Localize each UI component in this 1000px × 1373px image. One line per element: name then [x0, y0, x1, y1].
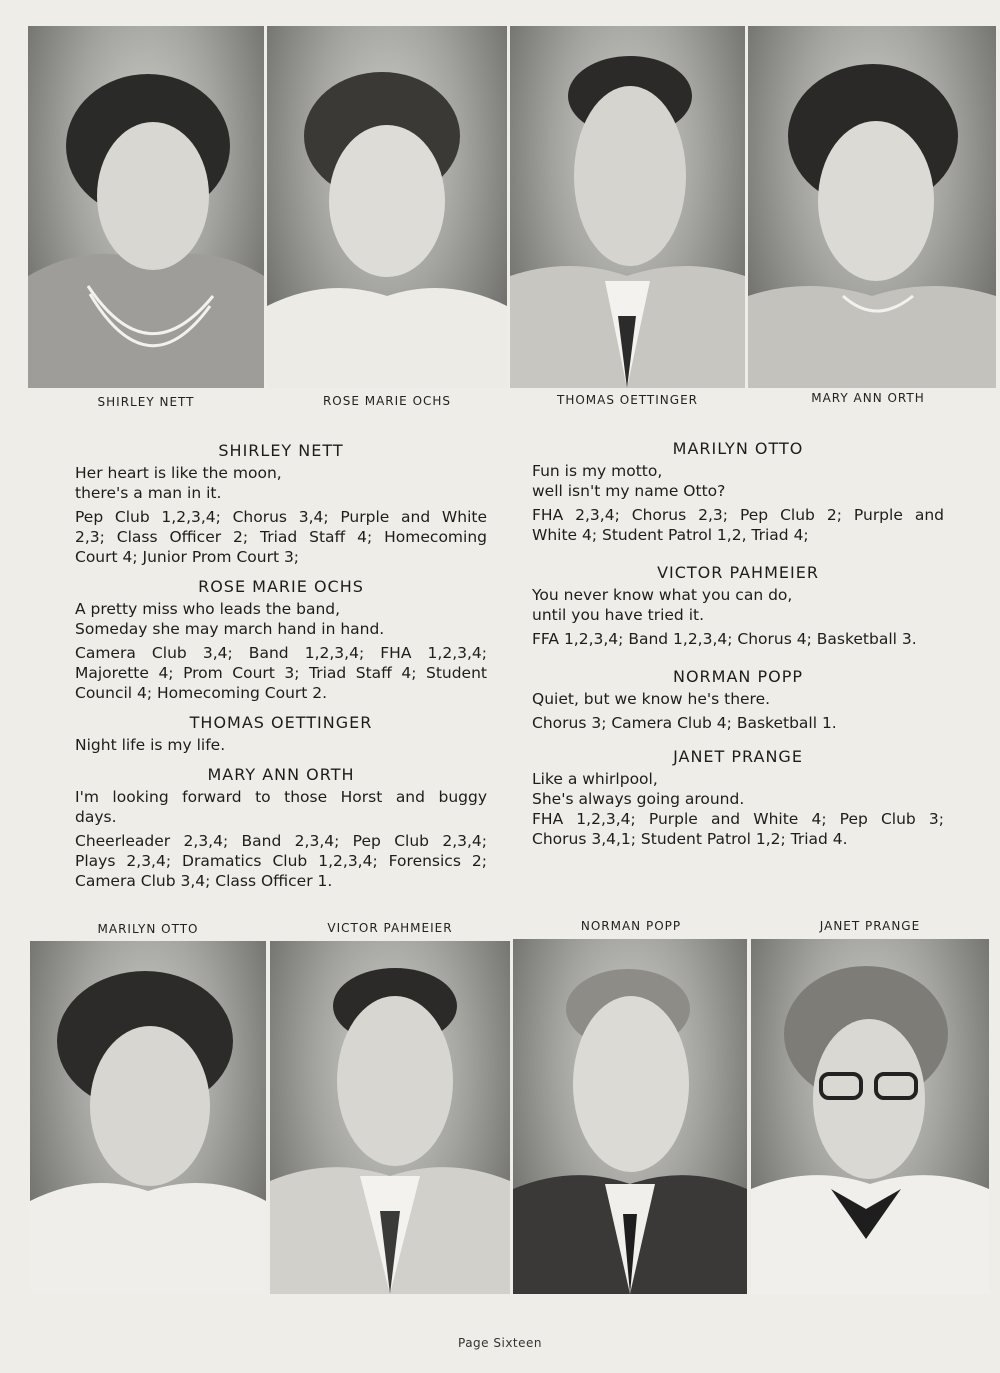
- activities-line: Chorus 3; Camera Club 4; Basketball 1.: [532, 714, 837, 732]
- portrait-caption: JANET PRANGE: [819, 919, 921, 933]
- motto-line: You never know what you can do,: [532, 586, 793, 604]
- portrait-photo: [513, 939, 747, 1294]
- activities-line: FFA 1,2,3,4; Band 1,2,3,4; Chorus 4; Basketball 3.: [532, 630, 917, 648]
- portrait-caption: MARY ANN ORTH: [811, 391, 925, 405]
- activities-line: Court 4; Junior Prom Court 3;: [75, 548, 300, 566]
- activities-line: FHA 2,3,4; Chorus 2,3; Pep Club 2; Purple and: [532, 506, 944, 524]
- left-column: [75, 441, 487, 901]
- entry-name: THOMAS OETTINGER: [189, 713, 373, 732]
- motto-line: A pretty miss who leads the band,: [75, 600, 341, 618]
- entry-name: SHIRLEY NETT: [218, 441, 344, 460]
- portrait-photo: [28, 26, 264, 388]
- activities-line: Plays 2,3,4; Dramatics Club 1,2,3,4; Forensics 2;: [75, 852, 487, 870]
- portrait-photo: [267, 26, 507, 388]
- senior-entry: [532, 747, 944, 849]
- motto-line: there's a man in it.: [75, 484, 222, 502]
- motto-line: Her heart is like the moon,: [75, 464, 282, 482]
- portrait-caption: THOMAS OETTINGER: [556, 393, 698, 407]
- entry-name: ROSE MARIE OCHS: [198, 577, 364, 596]
- motto-line: days.: [75, 808, 117, 826]
- portrait-photo: [510, 26, 745, 388]
- senior-entry: [75, 713, 487, 755]
- senior-entry: [532, 667, 944, 733]
- portrait-photo: [748, 26, 996, 388]
- portrait-caption: NORMAN POPP: [580, 919, 682, 933]
- portrait-caption: VICTOR PAHMEIER: [327, 921, 453, 935]
- activities-line: Camera Club 3,4; Band 1,2,3,4; FHA 1,2,3,4;: [75, 644, 487, 662]
- portrait-caption: SHIRLEY NETT: [97, 395, 195, 409]
- senior-entry: [532, 563, 944, 649]
- portrait-caption: MARILYN OTTO: [97, 922, 199, 936]
- right-column: [532, 439, 944, 859]
- activities-line: Majorette 4; Prom Court 3; Triad Staff 4; Student: [75, 664, 487, 682]
- motto-line: Night life is my life.: [75, 736, 226, 754]
- activities-line: Council 4; Homecoming Court 2.: [75, 684, 328, 702]
- entry-name: MARILYN OTTO: [672, 439, 804, 458]
- activities-line: FHA 1,2,3,4; Purple and White 4; Pep Club 3;: [532, 810, 944, 828]
- portrait-photo: [30, 941, 266, 1294]
- entry-name: VICTOR PAHMEIER: [657, 563, 819, 582]
- senior-entry: [75, 765, 487, 891]
- motto-line: She's always going around.: [532, 790, 745, 808]
- senior-entry: [75, 577, 487, 703]
- activities-line: Pep Club 1,2,3,4; Chorus 3,4; Purple and White: [75, 508, 487, 526]
- entry-name: NORMAN POPP: [672, 667, 804, 686]
- page-number: Page Sixteen: [458, 1336, 542, 1350]
- motto-line: I'm looking forward to those Horst and buggy: [75, 788, 487, 806]
- portrait-photo: [270, 941, 510, 1294]
- activities-line: White 4; Student Patrol 1,2, Triad 4;: [532, 526, 809, 544]
- portrait-caption: ROSE MARIE OCHS: [322, 394, 452, 408]
- portrait-photo: [751, 939, 989, 1294]
- activities-line: Cheerleader 2,3,4; Band 2,3,4; Pep Club 2,3,4;: [75, 832, 487, 850]
- activities-line: Chorus 3,4,1; Student Patrol 1,2; Triad 4.: [532, 830, 848, 848]
- activities-line: Camera Club 3,4; Class Officer 1.: [75, 872, 333, 890]
- entry-name: JANET PRANGE: [673, 747, 803, 766]
- motto-line: Fun is my motto,: [532, 462, 663, 480]
- motto-line: Quiet, but we know he's there.: [532, 690, 771, 708]
- entry-name: MARY ANN ORTH: [207, 765, 355, 784]
- activities-line: 2,3; Class Officer 2; Triad Staff 4; Homecoming: [75, 528, 487, 546]
- senior-entry: [75, 441, 487, 567]
- motto-line: Someday she may march hand in hand.: [75, 620, 385, 638]
- motto-line: until you have tried it.: [532, 606, 704, 624]
- motto-line: Like a whirlpool,: [532, 770, 658, 788]
- motto-line: well isn't my name Otto?: [532, 482, 726, 500]
- senior-entry: [532, 439, 944, 545]
